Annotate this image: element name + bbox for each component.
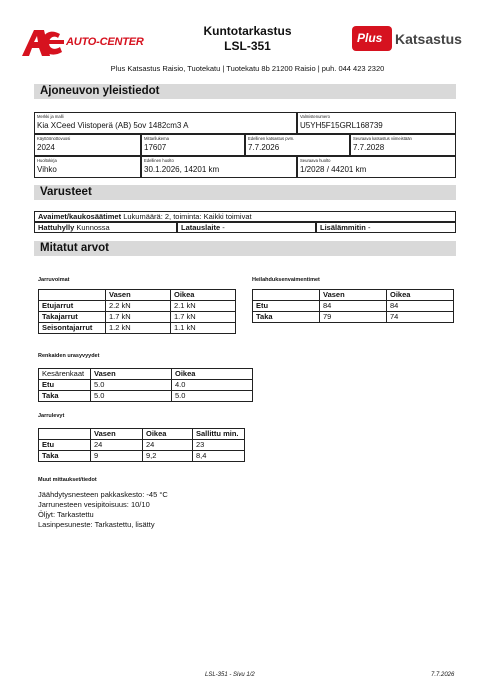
table-row	[39, 391, 253, 402]
keys-value: Lukumäärä: 2, toiminta: Kaikki toimivat	[123, 212, 252, 221]
table-cell: 1.1 kN	[171, 323, 236, 334]
charger-line	[181, 223, 225, 232]
service-book-label: Huoltokirja	[37, 158, 57, 163]
table-cell: 5.0	[91, 380, 172, 391]
section-equipment-title: Varusteet	[34, 185, 456, 200]
table-cell: 5.0	[172, 391, 253, 402]
table-row	[39, 440, 245, 451]
prev-service-field	[141, 156, 297, 178]
table-cell: 8,4	[193, 451, 245, 462]
header-cell: Oikea	[172, 369, 253, 380]
row-label: Taka	[39, 451, 91, 462]
other-line: Jarrunesteen vesipitoisuus: 10/10	[38, 500, 150, 509]
charger-cell	[177, 222, 316, 233]
report-title-plate: LSL-351	[224, 39, 271, 53]
table-header-row	[39, 429, 245, 440]
report-title-line1: Kuntotarkastus	[203, 24, 292, 38]
vin-field	[297, 112, 456, 134]
first-reg-field	[34, 134, 141, 156]
header-cell	[39, 290, 106, 301]
service-book-value: Vihko	[37, 165, 57, 174]
table-cell: 9,2	[143, 451, 193, 462]
odometer-value: 17607	[144, 143, 167, 152]
next-inspection-label: Seuraava katsastus viimeistään	[353, 136, 412, 141]
table-cell: 24	[91, 440, 143, 451]
odometer-label: Mittarilukema	[144, 136, 169, 141]
table-cell: 5.0	[91, 391, 172, 402]
brakes-table	[38, 289, 236, 334]
keys-label: Avaimet/kaukosäätimet	[38, 212, 122, 221]
heater-cell	[316, 222, 456, 233]
shelf-value: Kunnossa	[76, 223, 110, 232]
row-label: Etu	[39, 440, 91, 451]
table-row	[253, 312, 454, 323]
tires-title: Renkaiden urasyvyydet	[38, 353, 100, 359]
report-title	[150, 24, 345, 54]
row-label: Seisontajarrut	[39, 323, 106, 334]
footer-date: 7.7.2026	[431, 672, 455, 678]
header-cell: Kesärenkaat	[39, 369, 91, 380]
table-cell: 84	[387, 301, 454, 312]
plus-katsastus-logo	[352, 24, 477, 54]
header-cell: Oikea	[387, 290, 454, 301]
table-cell: 2.1 kN	[171, 301, 236, 312]
make-model-field	[34, 112, 297, 134]
other-title: Muut mittaukset/tiedot	[38, 477, 97, 483]
next-inspection-field	[350, 134, 456, 156]
table-row	[39, 301, 236, 312]
table-row	[39, 312, 236, 323]
header-cell: Oikea	[143, 429, 193, 440]
table-cell: 84	[320, 301, 387, 312]
discs-title: Jarrulevyt	[38, 413, 65, 419]
next-service-field	[297, 156, 456, 178]
charger-label: Latauslaite	[181, 223, 221, 232]
odometer-field	[141, 134, 245, 156]
section-measurements-title: Mitatut arvot	[34, 241, 456, 256]
vin-label: Valmistenumero	[300, 114, 330, 119]
next-service-label: Seuraava huolto	[300, 158, 331, 163]
header-cell: Vasen	[91, 369, 172, 380]
keys-line	[38, 212, 252, 221]
last-inspection-field	[245, 134, 350, 156]
other-list	[38, 490, 168, 530]
table-cell: 1.2 kN	[106, 323, 171, 334]
last-inspection-label: Edellinen katsastus pvm.	[248, 136, 295, 141]
shelf-label: Hattuhylly	[38, 223, 75, 232]
header-cell	[39, 429, 91, 440]
row-label: Etu	[39, 380, 91, 391]
plus-badge-text: Plus	[357, 31, 383, 45]
last-inspection-value: 7.7.2026	[248, 143, 280, 152]
table-cell: 4.0	[172, 380, 253, 391]
charger-value: -	[222, 223, 225, 232]
row-label: Taka	[253, 312, 320, 323]
brakes-title: Jarruvoimat	[38, 277, 70, 283]
table-cell: 74	[387, 312, 454, 323]
table-header-row	[39, 369, 253, 380]
shelf-line	[38, 223, 110, 232]
table-cell: 23	[193, 440, 245, 451]
other-line: Lasinpesuneste: Tarkastettu, lisätty	[38, 520, 155, 529]
heater-label: Lisälämmitin	[320, 223, 366, 232]
table-row	[39, 323, 236, 334]
prev-service-value: 30.1.2026, 14201 km	[144, 165, 220, 174]
table-cell: 1.7 kN	[171, 312, 236, 323]
shocks-title: Heilahduksenvaimentimet	[252, 277, 320, 283]
table-header-row	[253, 290, 454, 301]
header-cell: Sallittu min.	[193, 429, 245, 440]
shelf-cell	[34, 222, 177, 233]
first-reg-label: Käyttöönottovuosi	[37, 136, 71, 141]
table-cell: 2.2 kN	[106, 301, 171, 312]
heater-value: -	[367, 223, 371, 232]
next-service-value: 1/2028 / 44201 km	[300, 165, 367, 174]
next-inspection-value: 7.7.2028	[353, 143, 385, 152]
section-general-title: Ajoneuvon yleistiedot	[34, 84, 456, 99]
table-header-row	[39, 290, 236, 301]
other-line: Jäähdytysnesteen pakkaskesto: -45 °C	[38, 490, 168, 499]
header-cell	[253, 290, 320, 301]
vin-value: U5YH5F15GRL168739	[300, 121, 383, 130]
table-row	[253, 301, 454, 312]
row-label: Takajarrut	[39, 312, 106, 323]
discs-table	[38, 428, 245, 462]
table-cell: 79	[320, 312, 387, 323]
table-row	[39, 451, 245, 462]
other-line: Öljyt: Tarkastettu	[38, 510, 94, 519]
service-book-field	[34, 156, 141, 178]
katsastus-logo-text: Katsastus	[395, 31, 462, 47]
row-label: Taka	[39, 391, 91, 402]
heater-line	[320, 223, 370, 232]
auto-center-logo-text: AUTO-CENTER	[66, 36, 144, 48]
header-cell: Oikea	[171, 290, 236, 301]
row-label: Etujarrut	[39, 301, 106, 312]
table-cell: 24	[143, 440, 193, 451]
make-model-label: Merkki ja malli	[37, 114, 64, 119]
first-reg-value: 2024	[37, 143, 55, 152]
shocks-table	[252, 289, 454, 323]
auto-center-logo	[20, 26, 150, 58]
header-cell: Vasen	[320, 290, 387, 301]
header-cell: Vasen	[106, 290, 171, 301]
footer-page: LSL-351 - Sivu 1/2	[205, 672, 255, 678]
make-model-value: Kia XCeed Viistoperä (AB) 5ov 1482cm3 A	[37, 121, 189, 130]
table-cell: 1.7 kN	[106, 312, 171, 323]
table-row	[39, 380, 253, 391]
header-cell: Vasen	[91, 429, 143, 440]
tires-table	[38, 368, 253, 402]
prev-service-label: Edellinen huolto	[144, 158, 174, 163]
row-label: Etu	[253, 301, 320, 312]
keys-row	[34, 211, 456, 222]
table-cell: 9	[91, 451, 143, 462]
station-address: Plus Katsastus Raisio, Tuotekatu | Tuotekatu 8b 21200 Raisio | puh. 044 423 2320	[110, 64, 385, 73]
